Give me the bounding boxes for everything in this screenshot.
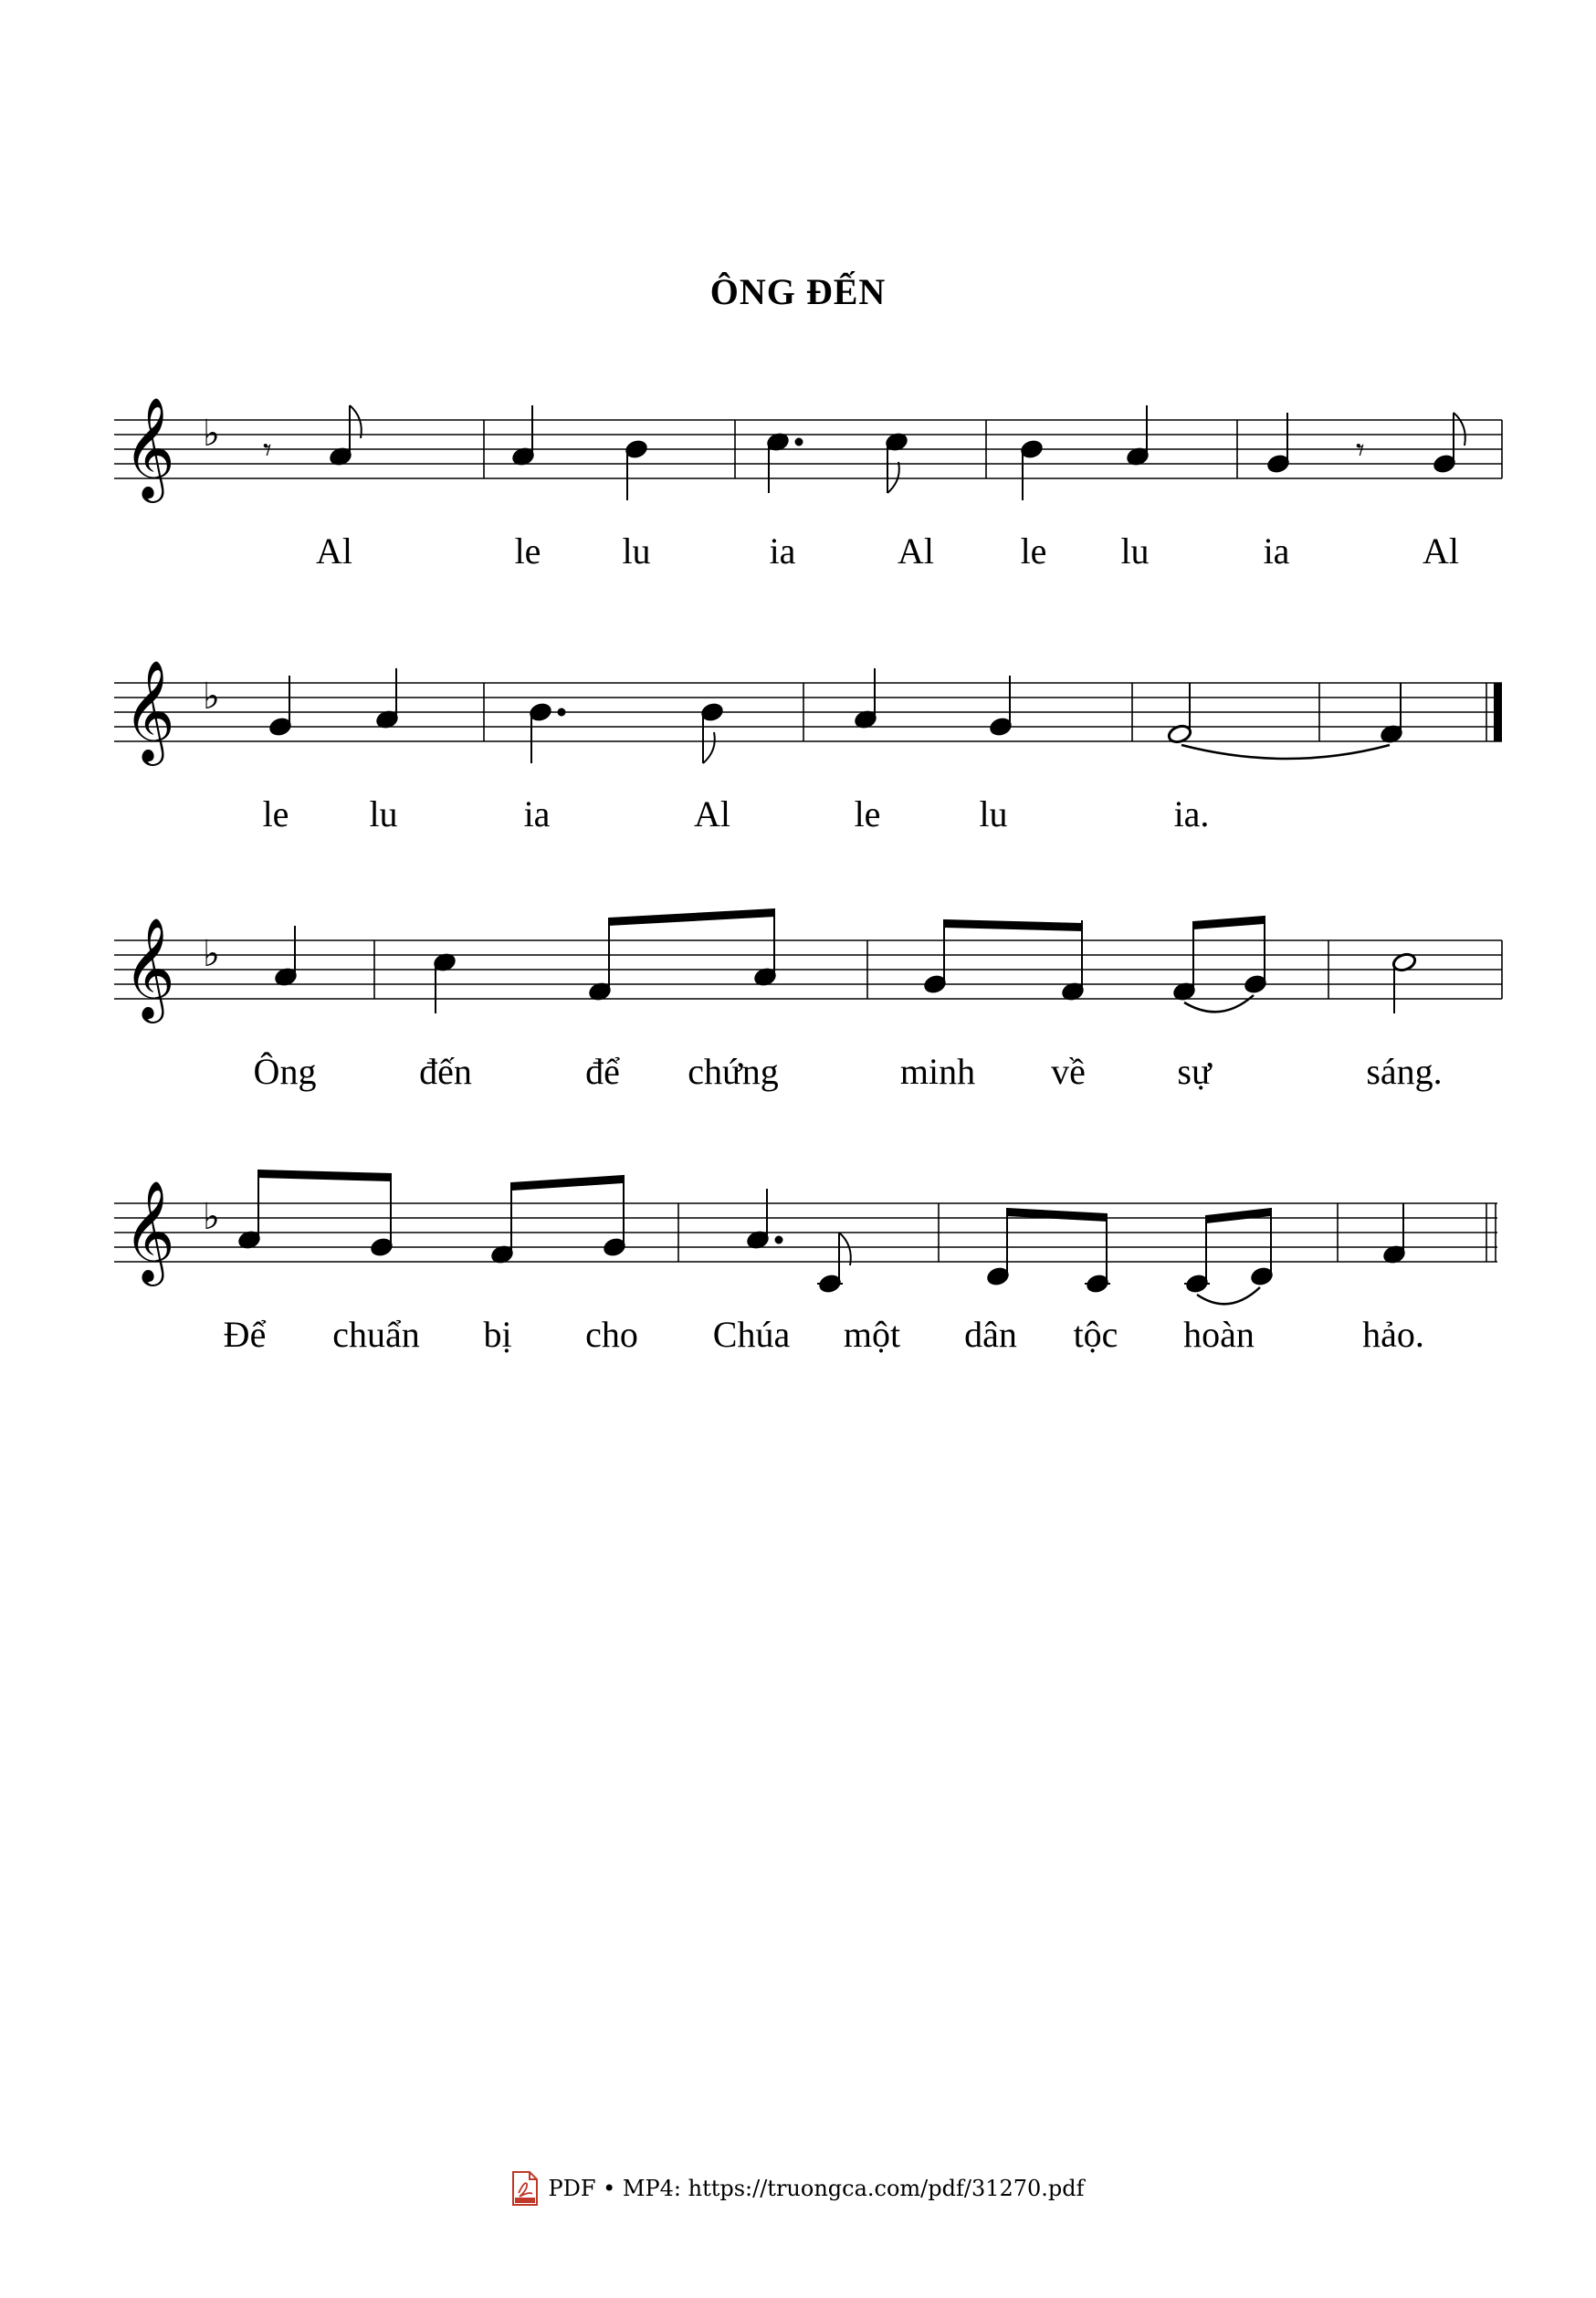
lyric: Al bbox=[694, 793, 730, 834]
lyric: Ông bbox=[253, 1051, 317, 1092]
lyric: minh bbox=[899, 1051, 976, 1092]
pdf-file-icon[interactable] bbox=[511, 2171, 539, 2206]
treble-clef-icon: 𝄞 bbox=[123, 659, 175, 761]
lyric: lu bbox=[1120, 530, 1150, 572]
lyric: hảo. bbox=[1362, 1314, 1424, 1355]
lyric: sáng. bbox=[1366, 1051, 1443, 1092]
lyric: Al bbox=[1423, 530, 1459, 572]
staff-3 bbox=[0, 867, 1596, 1123]
lyric: lu bbox=[369, 793, 398, 834]
lyric: Để bbox=[223, 1314, 267, 1355]
staff-system-1 bbox=[0, 347, 1596, 603]
lyric: lu bbox=[622, 530, 651, 572]
lyric: Chúa bbox=[712, 1314, 791, 1355]
lyric: le bbox=[854, 793, 881, 834]
tie bbox=[1184, 995, 1254, 1012]
lyric: ia bbox=[523, 793, 551, 834]
lyric: Al bbox=[316, 530, 352, 572]
beam bbox=[609, 909, 774, 925]
notes bbox=[237, 1170, 1406, 1304]
flat-key-signature-icon: ♭ bbox=[203, 676, 220, 718]
lyric: Al bbox=[898, 530, 934, 572]
treble-clef-icon: 𝄞 bbox=[123, 396, 175, 498]
lyric: le bbox=[1020, 530, 1047, 572]
lyric: tộc bbox=[1073, 1314, 1118, 1355]
staff-1 bbox=[0, 347, 1596, 603]
lyric: sự bbox=[1177, 1051, 1212, 1092]
lyric: lu bbox=[979, 793, 1008, 834]
beam bbox=[1206, 1209, 1271, 1222]
footer-link[interactable]: PDF • MP4: https://truongca.com/pdf/31270.pdf bbox=[548, 2176, 1085, 2201]
flat-key-signature-icon: ♭ bbox=[203, 933, 220, 975]
beam bbox=[1193, 917, 1265, 929]
staff-system-2 bbox=[0, 610, 1596, 866]
flat-key-signature-icon: ♭ bbox=[203, 1196, 220, 1238]
final-barline bbox=[1494, 683, 1502, 741]
lyric: le bbox=[514, 530, 541, 572]
staff-system-4 bbox=[0, 1130, 1596, 1386]
eighth-rest: 𝄾 bbox=[263, 432, 272, 469]
lyric: le bbox=[262, 793, 289, 834]
lyric: một bbox=[843, 1314, 901, 1355]
beam bbox=[1007, 1209, 1107, 1221]
eighth-rest: 𝄾 bbox=[1356, 432, 1365, 469]
staff-system-3 bbox=[0, 867, 1596, 1123]
tie bbox=[1181, 745, 1390, 759]
lyric: về bbox=[1051, 1051, 1086, 1092]
beam bbox=[944, 920, 1082, 930]
lyric: để bbox=[585, 1051, 620, 1092]
lyric: hoàn bbox=[1183, 1314, 1255, 1355]
lyric: dân bbox=[964, 1314, 1017, 1355]
lyric: ia bbox=[769, 530, 796, 572]
lyric: bị bbox=[483, 1314, 512, 1355]
lyric: chuẩn bbox=[332, 1314, 420, 1355]
lyric: đến bbox=[419, 1051, 472, 1092]
footer bbox=[0, 2171, 1596, 2206]
lyric: ia bbox=[1263, 530, 1290, 572]
beam bbox=[258, 1170, 391, 1180]
lyric: chứng bbox=[688, 1051, 779, 1092]
lyric: cho bbox=[585, 1314, 638, 1355]
flat-key-signature-icon: ♭ bbox=[203, 413, 220, 455]
beam bbox=[511, 1176, 624, 1190]
treble-clef-icon: 𝄞 bbox=[123, 1180, 175, 1282]
lyric: ia. bbox=[1173, 793, 1210, 834]
notes bbox=[274, 909, 1417, 1013]
song-title: ÔNG ĐẾN bbox=[709, 271, 887, 312]
staff-2 bbox=[0, 610, 1596, 866]
treble-clef-icon: 𝄞 bbox=[123, 917, 175, 1019]
tie bbox=[1197, 1287, 1260, 1304]
